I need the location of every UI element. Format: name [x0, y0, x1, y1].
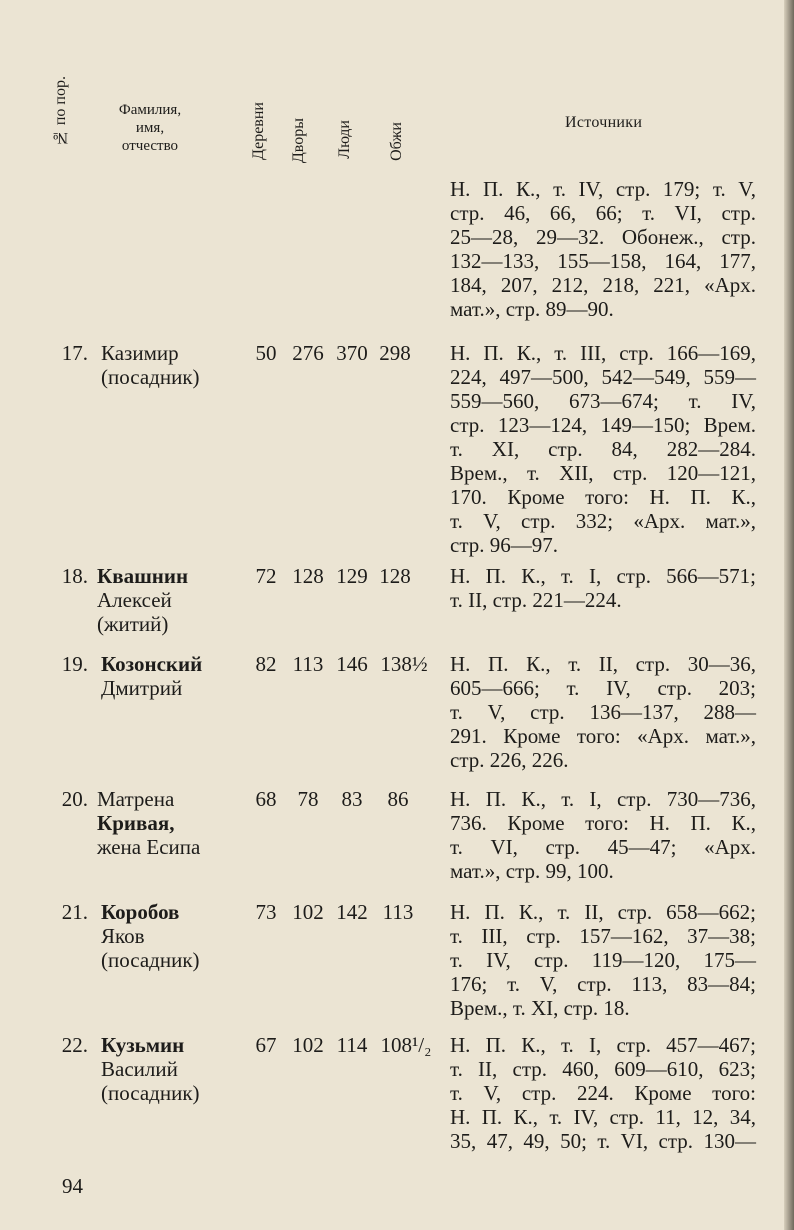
villages-value: 72	[255, 564, 277, 588]
owner-name: Матрена Кривая, жена Есипа	[97, 787, 201, 859]
obzhi-value: 298	[379, 341, 411, 365]
row-number: 21.	[61, 900, 88, 924]
header-villages: Деревни	[250, 102, 267, 160]
sources-text: Н. П. К., т. I, стр. 566—571; т. II, стр. 221—224.	[450, 564, 756, 612]
obzhi-value: 108¹/₂	[380, 1033, 432, 1057]
continuation-sources: Н. П. К., т. IV, стр. 179; т. V, стр. 46, 66, 66; т. VI, стр. 25—28, 29—32. Обонеж., стр. 132—133, 155—158, 164, 177, 184, 207, 212, 218, 221, «Арх. мат.», стр. 89—90.	[450, 177, 756, 321]
obzhi-value: 138½	[380, 652, 428, 676]
owner-name: Казимир (посадник)	[101, 341, 200, 389]
header-people: Люди	[336, 120, 353, 159]
households-value: 113	[292, 652, 324, 676]
people-value: 142	[336, 900, 368, 924]
villages-value: 50	[255, 341, 277, 365]
people-value: 83	[341, 787, 363, 811]
households-value: 128	[292, 564, 324, 588]
header-households: Дворы	[290, 118, 307, 164]
people-value: 370	[336, 341, 368, 365]
households-value: 102	[292, 900, 324, 924]
villages-value: 67	[255, 1033, 277, 1057]
villages-value: 82	[255, 652, 277, 676]
owner-name: Коробов Яков (посадник)	[101, 900, 200, 972]
villages-value: 68	[255, 787, 277, 811]
row-number: 17.	[61, 341, 88, 365]
row-number: 22.	[61, 1033, 88, 1057]
sources-text: Н. П. К., т. II, стр. 658—662; т. III, стр. 157—162, 37—38; т. IV, стр. 119—120, 175— 176; т. V, стр. 113, 83—84; Врем., т. XI, стр. 18.	[450, 900, 756, 1020]
owner-name: Квашнин Алексей (житий)	[97, 564, 189, 636]
people-value: 129	[336, 564, 368, 588]
page-number: 94	[62, 1174, 83, 1198]
people-value: 114	[336, 1033, 368, 1057]
row-number: 20.	[61, 787, 88, 811]
owner-name: Кузьмин Василий (посадник)	[101, 1033, 200, 1105]
villages-value: 73	[255, 900, 277, 924]
header-sources: Источники	[565, 114, 643, 131]
header-obzhi: Обжи	[388, 122, 405, 161]
header-num: № по пор.	[52, 76, 69, 147]
obzhi-value: 128	[379, 564, 411, 588]
sources-text: Н. П. К., т. I, стр. 457—467; т. II, стр. 460, 609—610, 623; т. V, стр. 224. Кроме того: Н. П. К., т. IV, стр. 11, 12, 34, 35, 47, 49, 50; т. VI, стр. 130—	[450, 1033, 756, 1153]
households-value: 276	[292, 341, 324, 365]
page-edge	[784, 0, 794, 1230]
sources-text: Н. П. К., т. II, стр. 30—36, 605—666; т. IV, стр. 203; т. V, стр. 136—137, 288— 291. Кроме того: «Арх. мат.», стр. 226, 226.	[450, 652, 756, 772]
people-value: 146	[336, 652, 368, 676]
sources-text: Н. П. К., т. III, стр. 166—169, 224, 497—500, 542—549, 559— 559—560, 673—674; т. IV, стр. 123—124, 149—150; Врем. т. XI, стр. 84, 282—284. Врем., т. XII, стр. 120—121, 170. Кроме того: Н. П. К., т. V, стр. 332; «Арх. мат.», стр. 96—97.	[450, 341, 756, 557]
row-number: 18.	[61, 564, 88, 588]
owner-name: Козонский Дмитрий	[101, 652, 203, 700]
header-fio: Фамилия, имя, отчество	[118, 102, 182, 154]
obzhi-value: 86	[387, 787, 409, 811]
sources-text: Н. П. К., т. I, стр. 730—736, 736. Кроме того: Н. П. К., т. VI, стр. 45—47; «Арх. мат.», стр. 99, 100.	[450, 787, 756, 883]
obzhi-value: 113	[382, 900, 414, 924]
row-number: 19.	[61, 652, 88, 676]
households-value: 102	[292, 1033, 324, 1057]
households-value: 78	[297, 787, 319, 811]
